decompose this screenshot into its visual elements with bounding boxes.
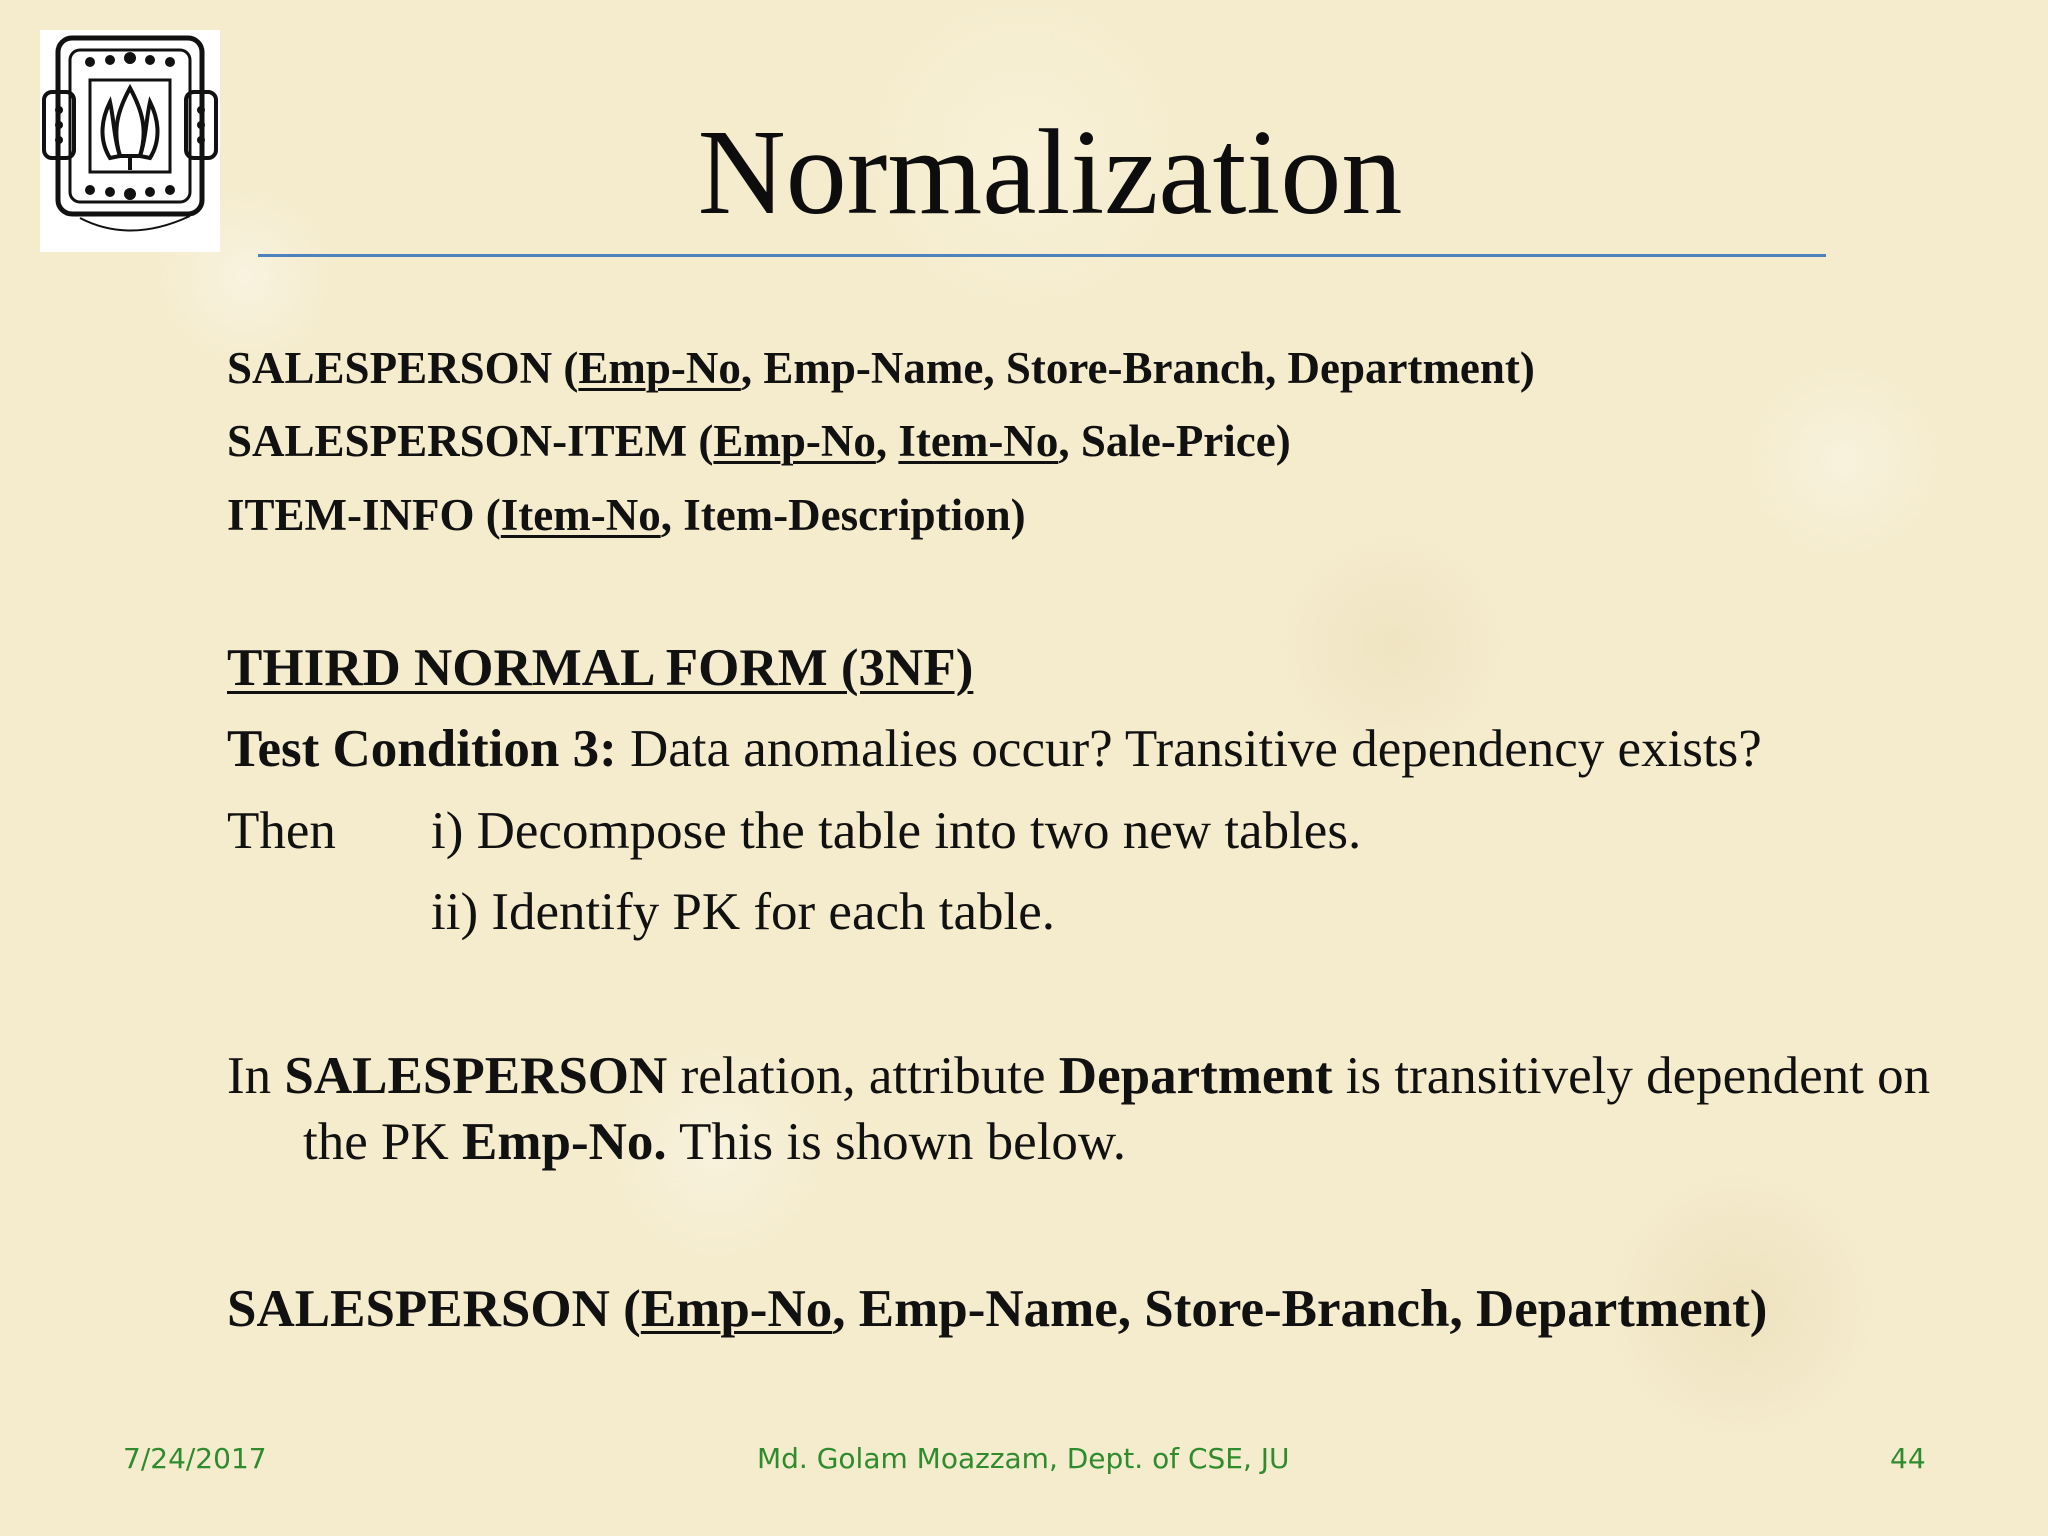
- relation-item-info: ITEM-INFO (Item-No, Item-Description): [227, 490, 1026, 540]
- condition-text: Data anomalies occur? Transitive dependency exists?: [616, 720, 1762, 778]
- primary-key: Item-No: [500, 490, 661, 540]
- primary-key: Emp-No: [713, 416, 876, 466]
- condition-label: Test Condition 3:: [227, 720, 617, 778]
- title-underline-rule: [258, 254, 1826, 257]
- then-step-1: [227, 799, 1361, 863]
- then-word: Then: [227, 802, 336, 860]
- primary-key: Emp-No: [640, 1280, 833, 1338]
- test-condition: [227, 717, 1762, 781]
- relation-salesperson-item: SALESPERSON-ITEM (Emp-No, Item-No, Sale-Price): [227, 416, 1291, 466]
- footer-date: 7/24/2017: [123, 1442, 267, 1475]
- final-relation: SALESPERSON (Emp-No, Emp-Name, Store-Branch, Department): [227, 1280, 1768, 1338]
- slide-title: Normalization: [697, 105, 1403, 240]
- step-2: ii) Identify PK for each table.: [431, 883, 1055, 941]
- footer-page-number: 44: [1890, 1442, 1926, 1475]
- step-1: i) Decompose the table into two new tables.: [431, 802, 1362, 860]
- primary-key: Emp-No: [578, 343, 741, 393]
- section-heading: THIRD NORMAL FORM (3NF): [227, 639, 974, 697]
- transitive-dependency-paragraph: In SALESPERSON relation, attribute Department is transitively dependent on the PK Emp-No. This is shown below.: [227, 1047, 1931, 1171]
- primary-key: Item-No: [898, 416, 1059, 466]
- relation-salesperson: SALESPERSON (Emp-No, Emp-Name, Store-Branch, Department): [227, 343, 1535, 393]
- footer-author: Md. Golam Moazzam, Dept. of CSE, JU: [757, 1442, 1290, 1475]
